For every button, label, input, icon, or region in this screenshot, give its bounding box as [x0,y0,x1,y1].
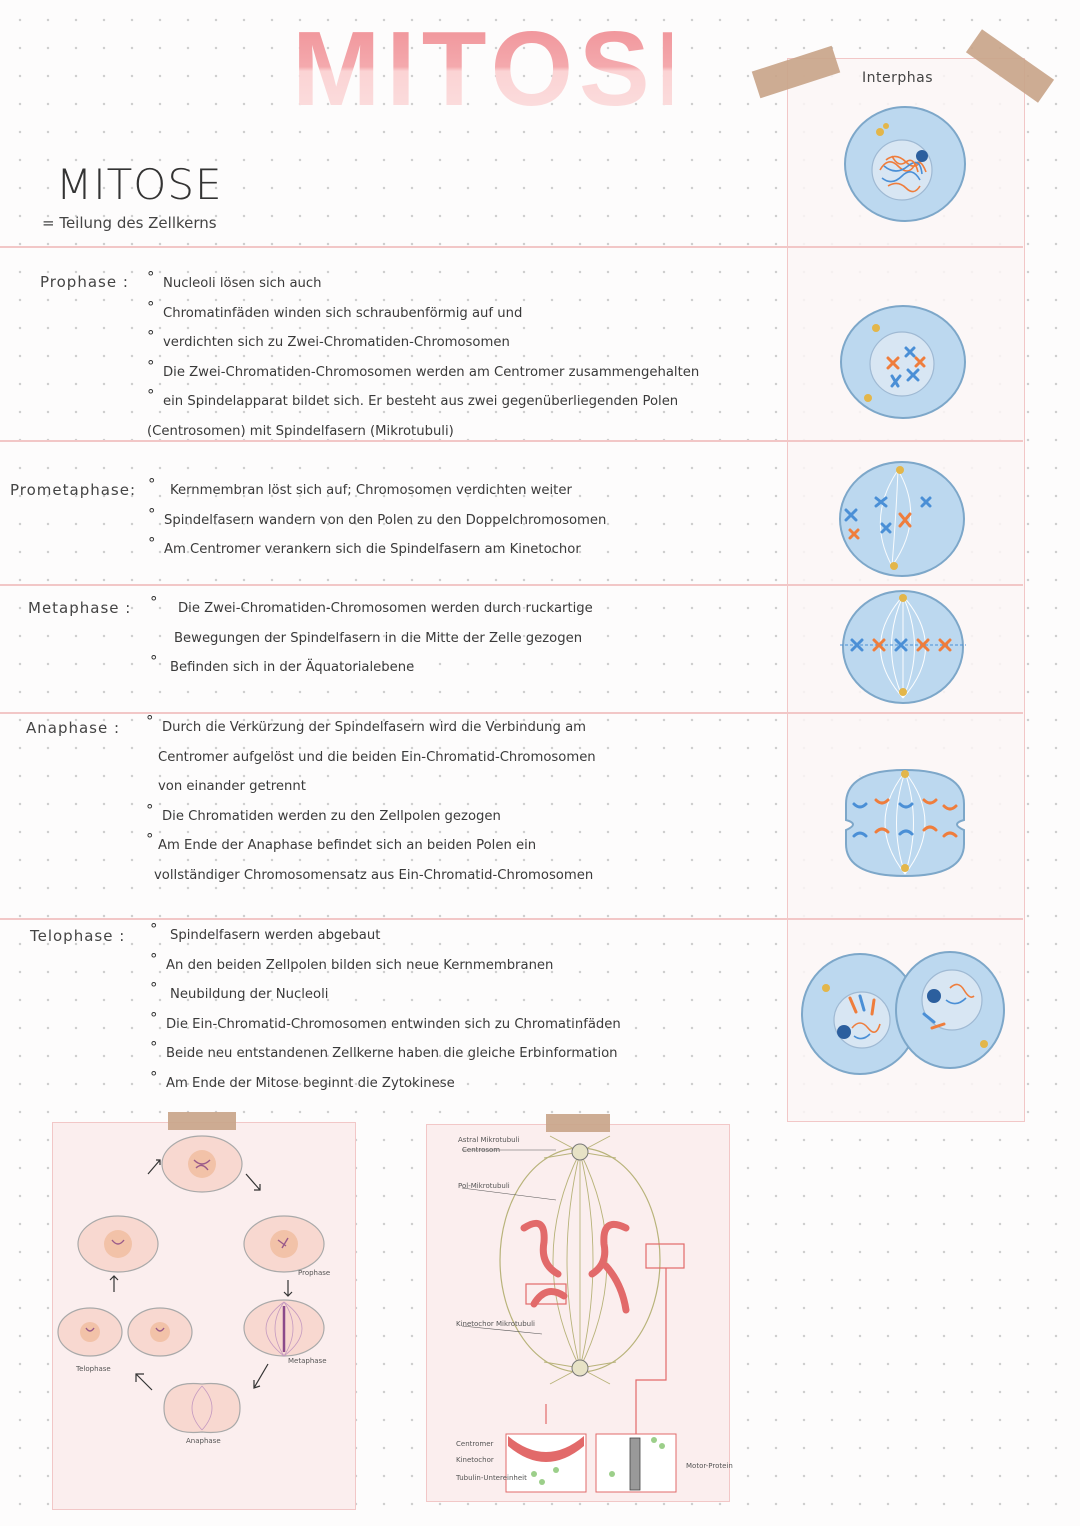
prometaphase-bullets [146,476,606,565]
spindle-label-astral: Astral Mikrotubuli [458,1136,520,1144]
divider [0,584,1023,586]
anaphase-bullets [144,713,596,890]
section-heading: MITOSE [56,160,223,209]
cycle-label-prophase: Prophase [298,1269,331,1277]
phase-name-metaphase: Metaphase : [28,599,132,617]
metaphase-cell-icon [838,588,968,706]
list-item: (Centrosomen) mit Spindelfasern (Mikrotubuli) [147,423,454,439]
telophase-cell-icon [800,948,1006,1078]
anaphase-cell-icon [840,764,970,882]
list-item: ° Nucleoli lösen sich auch [145,269,699,299]
list-item: ° Beide neu entstandenen Zellkerne haben die gleiche Erbinformation [148,1039,621,1069]
list-item: ° Durch die Verkürzung der Spindelfasern wird die Verbindung am [144,713,596,743]
list-item: ° Spindelfasern werden abgebaut [148,921,621,951]
spindle-label-kinetochor: Kinetochor [456,1456,494,1464]
list-item: ° An den beiden Zellpolen bilden sich neue Kernmembranen [148,951,621,981]
list-item: vollständiger Chromosomensatz aus Ein-Chromatid-Chromosomen [154,867,594,883]
phase-name-prophase: Prophase : [40,273,129,291]
list-item: ° Chromatinfäden winden sich schraubenförmig auf und [145,299,699,329]
interphase-cell-icon [840,100,970,230]
list-item: ° Befinden sich in der Äquatorialebene [148,653,593,683]
phase-name-anaphase: Anaphase : [26,719,121,737]
cycle-label-telophase: Telophase [76,1365,111,1373]
divider [0,246,1023,248]
list-item: ° Am Ende der Mitose beginnt die Zytokinese [148,1069,621,1099]
definition-text: = Teilung des Zellkerns [42,214,217,232]
cycle-label-anaphase: Anaphase [186,1437,221,1445]
cycle-label-metaphase: Metaphase [288,1357,327,1365]
spindle-label-tubulin: Tubulin-Untereinheit [456,1474,527,1482]
list-item: ° Die Zwei-Chromatiden-Chromosomen werden durch ruckartige [148,594,593,624]
prophase-bullets [145,269,699,446]
spindle-label-motor: Motor-Protein [686,1462,733,1470]
list-item: von einander getrennt [158,779,306,794]
phase-name-telophase: Telophase : [30,927,126,945]
page-title: MITOSE [292,10,733,128]
list-item: ° Spindelfasern wandern von den Polen zu den Doppelchromosomen [146,506,606,536]
phase-name-prometaphase: Prometaphase: [10,481,137,499]
list-item: ° Am Centromer verankern sich die Spindelfasern am Kinetochor [146,535,606,565]
list-item: ° Die Ein-Chromatid-Chromosomen entwinden sich zu Chromatinfäden [148,1010,621,1040]
list-item: ° verdichten sich zu Zwei-Chromatiden-Chromosomen [145,328,699,358]
telophase-bullets [148,921,621,1098]
list-item: Bewegungen der Spindelfasern in die Mitte der Zelle gezogen [174,630,583,646]
list-item: ° Am Ende der Anaphase befindet sich an beiden Polen ein [144,831,596,861]
prophase-cell-icon [838,302,968,422]
list-item: ° Die Chromatiden werden zu den Zellpolen gezogen [144,802,596,832]
spindle-label-centrosom: Centrosom [462,1146,501,1154]
metaphase-bullets [148,594,593,683]
spindle-label-centromer: Centromer [456,1440,494,1448]
spindle-label-pol: Pol-Mikrotubuli [458,1182,510,1190]
spindle-label-kinetochor-mt: Kinetochor Mikrotubuli [456,1320,535,1328]
list-item: ° Die Zwei-Chromatiden-Chromosomen werden am Centromer zusammengehalten [145,358,699,388]
list-item: ° ein Spindelapparat bildet sich. Er besteht aus zwei gegenüberliegenden Polen [145,387,699,417]
list-item: Centromer aufgelöst und die beiden Ein-Chromatid-Chromosomen [158,749,596,765]
list-item: ° Kernmembran löst sich auf; Chromosomen verdichten weiter [146,476,606,506]
cell-cycle-drawing [52,1122,354,1508]
list-item: ° Neubildung der Nucleoli [148,980,621,1010]
prometaphase-cell-icon [836,458,968,578]
interphase-label: Interphas [862,70,933,86]
